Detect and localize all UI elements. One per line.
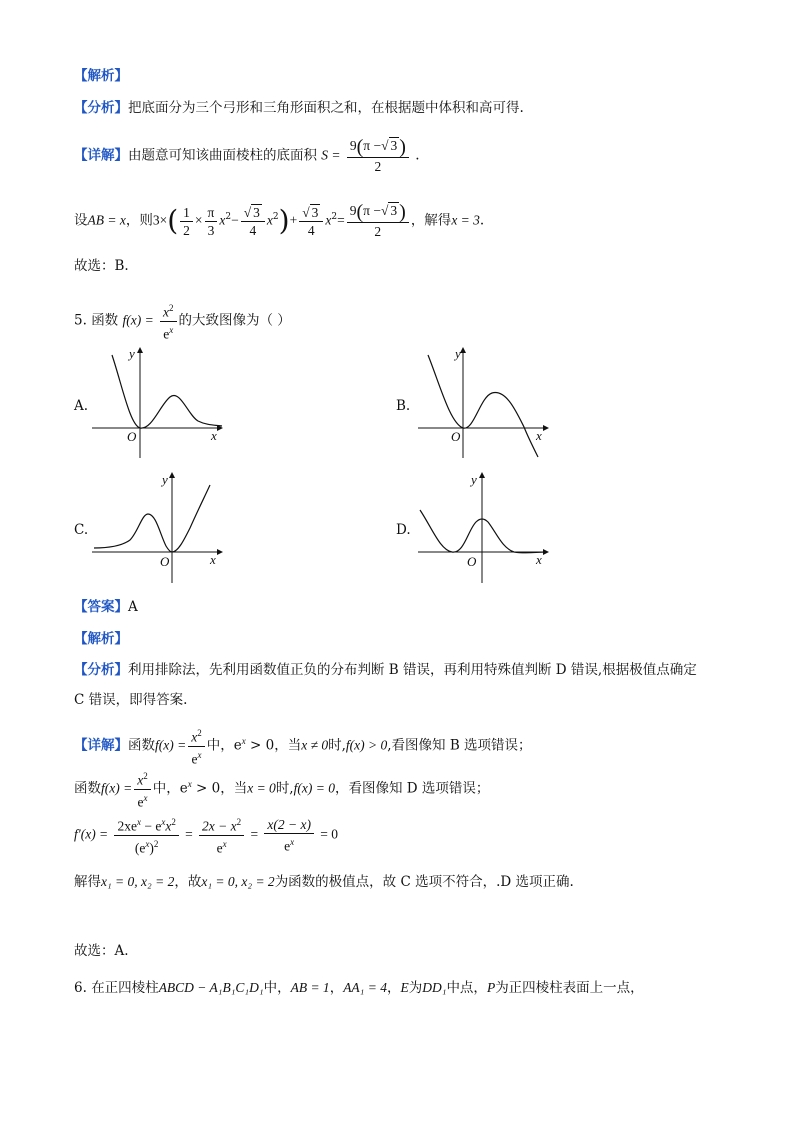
detail-line-q5-1: 【详解】函数f(x) = $\frac{x^2}{e^x}$ 中，$e^x > 0$，当x ≠ 0时,f(x) > 0,看图像知 B 选项错误； xyxy=(74,725,532,767)
d2-cond: x = 0 xyxy=(247,780,276,796)
times: × xyxy=(194,212,203,228)
d2-gt0: > 0，当 xyxy=(191,780,248,797)
den: 2 xyxy=(374,159,382,174)
deriv-end: = 0 xyxy=(320,826,338,842)
d1-gt0: > 0，当 xyxy=(245,737,302,754)
curve-d xyxy=(420,510,546,553)
roots-2: x₁ = 0, x₂ = 2 xyxy=(201,874,275,889)
q6-number: 6. xyxy=(74,980,87,996)
q6-t1: 在正四棱柱 xyxy=(91,980,159,996)
frac-pi3: $\frac{\pi}{3}$ xyxy=(205,204,218,239)
d1-tail: ,看图像知 B 选项错误； xyxy=(387,737,532,754)
answer-value: A xyxy=(128,599,138,615)
q6-p: P xyxy=(486,980,496,995)
pi-minus: π − xyxy=(363,138,382,154)
option-d-label[interactable]: D. xyxy=(396,522,411,538)
q6-ab: AB = 1 xyxy=(290,980,330,995)
ab-eq-x: AB = x xyxy=(87,212,126,228)
deriv-lhs: f′(x) = xyxy=(74,826,109,842)
q6-dd1: DD₁ xyxy=(422,980,447,995)
graph-a-x-label: x xyxy=(211,428,217,443)
daan-tag: 【答案】 xyxy=(74,599,128,615)
frac-half: $\frac{1}{2}$ xyxy=(180,204,193,239)
q6-t2: 中， xyxy=(263,980,291,996)
period: . xyxy=(415,147,420,164)
solve-line-q5 xyxy=(74,872,574,892)
analysis-line-q5-2: C 错误，即得答案. xyxy=(74,692,188,708)
area-symbol: S = xyxy=(321,147,341,163)
minus: − xyxy=(231,212,239,228)
d1-prefix: 函数 xyxy=(128,737,155,754)
graph-b[interactable] xyxy=(418,345,553,460)
graph-d-y-label: y xyxy=(471,472,477,487)
frac-sqrt3-4b: $\frac{√ 3}{4}$ xyxy=(299,204,323,239)
graph-d-origin: O xyxy=(467,554,477,569)
q6-t4: 中点， xyxy=(446,980,487,996)
graph-d-x-label: x xyxy=(536,552,542,567)
graph-c-y-label: y xyxy=(162,472,168,487)
option-b-label[interactable]: B. xyxy=(396,398,411,414)
q5-suffix: 的大致图像为（ ） xyxy=(178,312,291,329)
xiangjie-tag: 【详解】 xyxy=(74,737,128,754)
d2-tail: ，看图像知 D 选项错误； xyxy=(334,780,490,797)
q5-number: 5. xyxy=(74,312,87,329)
curve-b xyxy=(428,355,538,457)
d1-fx: f(x) > 0 xyxy=(345,737,388,753)
q6-t3: 为 xyxy=(408,980,423,996)
d2-mid: 中， xyxy=(152,780,180,797)
q6-sep: ， xyxy=(329,980,344,996)
graph-b-x-label: x xyxy=(536,428,542,443)
d1-cond: x ≠ 0 xyxy=(301,737,329,753)
analysis-text: 把底面分为三个弓形和三角形面积之和，在根据题中体积和高可得. xyxy=(128,100,524,116)
question6-stem xyxy=(74,978,644,998)
d2-when: 时, xyxy=(275,780,294,797)
jiexi-tag: 【解析】 xyxy=(74,631,128,647)
curve-a xyxy=(112,355,222,428)
d1-mid: 中， xyxy=(206,737,234,754)
three-times: 3× xyxy=(152,212,168,228)
solve-tail: 为函数的极值点，故 C 选项不符合，.D 选项正确. xyxy=(274,874,574,890)
option-a-label[interactable]: A. xyxy=(74,398,89,414)
graph-d[interactable] xyxy=(418,470,553,585)
graph-c-origin: O xyxy=(160,554,170,569)
graph-a[interactable] xyxy=(92,345,227,460)
x-term: x xyxy=(219,212,226,228)
option-c-label[interactable]: C. xyxy=(74,522,89,538)
coef: 9 xyxy=(349,138,357,154)
d2-fraction: $\frac{x^2}{e^x}$ xyxy=(134,768,151,810)
q6-prism: ABCD − A₁B₁C₁D₁ xyxy=(158,980,264,995)
set-text: 设 xyxy=(74,212,88,229)
plus: + xyxy=(289,212,298,228)
q6-sep2: ， xyxy=(386,980,401,996)
detail-text: 由题意可知该曲面棱柱的底面积 xyxy=(128,147,317,164)
answer-line-q5 xyxy=(74,597,138,617)
choose-b: 故选：B. xyxy=(74,258,129,274)
xiangjie-tag: 【详解】 xyxy=(74,147,128,164)
graph-a-origin: O xyxy=(127,429,137,444)
choose-line-q4 xyxy=(74,256,129,276)
area-fraction: $\frac{9(\pi -√ 3 )}{2}$ xyxy=(347,137,409,175)
graph-b-y-label: y xyxy=(455,346,461,361)
frac-rhs: $\frac{9(\pi -√ 3 )}{2}$ xyxy=(347,202,409,240)
d1-when: 时, xyxy=(328,737,346,754)
fenxi-tag: 【分析】 xyxy=(74,662,128,678)
fenxi-tag: 【分析】 xyxy=(74,100,128,116)
solve-text: ，解得 xyxy=(410,212,452,229)
solution-heading xyxy=(74,66,128,86)
d1-ex: e xyxy=(233,737,242,754)
sqrt3: 3 xyxy=(390,138,398,154)
graph-b-origin: O xyxy=(451,429,461,444)
equation-line-q4: 设AB = x，则3×( $\frac{1}{2}$ × $\frac{\pi}{3}$ $x^2-$ $\frac{√ 3}{4}$ $x^2)+$ $\frac{√ 3}{4}$ $x^2=$ $\frac{9(\pi -√ 3 )}{2}$ ，解得x = 3. xyxy=(74,201,485,239)
graph-a-y-label: y xyxy=(129,346,135,361)
detail-line-q5-2: 函数f(x) = $\frac{x^2}{e^x}$ 中，$e^x > 0$，当x = 0时,f(x) = 0，看图像知 D 选项错误； xyxy=(74,768,489,810)
d2-prefix: 函数 xyxy=(74,780,101,797)
q6-e: E xyxy=(400,980,409,995)
q6-aa1: AA₁ = 4 xyxy=(343,980,387,995)
x-eq-3: x = 3 xyxy=(451,212,480,228)
q5-prefix: 函数 xyxy=(91,312,119,329)
analysis-text-1: 利用排除法，先利用函数值正负的分布判断 B 错误，再利用特殊值判断 D 错误,根据极值点确定 xyxy=(128,662,697,678)
detail-line-q4 xyxy=(74,137,420,175)
choose-line-q5: 故选：A. xyxy=(74,943,129,959)
solve-prefix: 解得 xyxy=(74,874,101,890)
q5-fraction: $\frac{x^2}{e^x}$ xyxy=(160,300,177,342)
d1-fraction: $\frac{x^2}{e^x}$ xyxy=(188,725,205,767)
derivative-line: f′(x) = $\frac{2xe^x - e^xx^2}{(e^x)^2}$ = $\frac{2x - x^2}{e^x}$ = $\frac{x(2 - x)}{e^x}$ = 0 xyxy=(74,814,338,856)
comma-then: ，则 xyxy=(125,212,153,229)
frac-sqrt3-4: $\frac{√ 3}{4}$ xyxy=(241,204,265,239)
roots-1: x₁ = 0, x₂ = 2 xyxy=(101,874,175,889)
graph-c-x-label: x xyxy=(210,552,216,567)
q5-func: f(x) = xyxy=(122,312,154,328)
question5-stem xyxy=(74,300,291,342)
curve-c xyxy=(94,485,210,552)
analysis-line-q5-1 xyxy=(74,660,697,680)
d2-fx: f(x) = 0 xyxy=(293,780,335,796)
deriv-frac-3: $\frac{x(2 - x)}{e^x}$ xyxy=(264,816,314,855)
solve-mid: ，故 xyxy=(174,874,202,890)
solution-heading-q5 xyxy=(74,629,128,649)
deriv-frac-1: $\frac{2xe^x - e^xx^2}{(e^x)^2}$ xyxy=(114,814,178,856)
equals: = xyxy=(337,212,345,228)
q6-t5: 为正四棱柱表面上一点， xyxy=(495,980,644,996)
deriv-frac-2: $\frac{2x - x^2}{e^x}$ xyxy=(199,814,244,856)
analysis-line-q4 xyxy=(74,98,524,118)
jiexi-tag: 【解析】 xyxy=(74,68,128,84)
